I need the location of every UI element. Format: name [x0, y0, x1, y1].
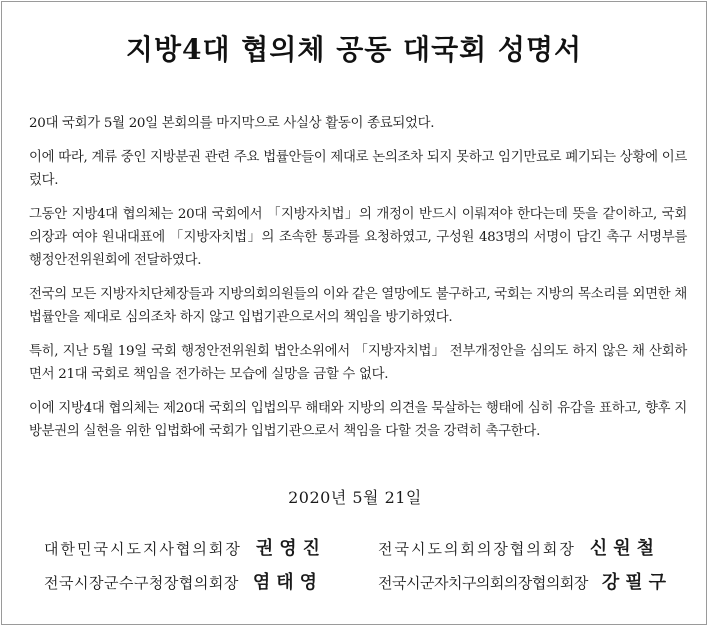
- document-title: 지방4대 협의체 공동 대국회 성명서: [125, 33, 583, 66]
- signature-org: 전국시군자치구의회의장협의회장: [378, 574, 588, 592]
- signature-mayors: [44, 568, 323, 594]
- paragraph-3: 그동안 지방4대 협의체는 20대 국회에서 「지방자치법」의 개정이 반드시 이뤄져야 한다는데 뜻을 같이하고, 국회의장과 여야 원내대표에 「지방자치법」의 조속한 통과를 요청하였고, 구성원 483명의 서명이 담긴 촉구 서명부를 행정안전위원회에 전달하였다.: [29, 207, 687, 268]
- signature-name: 염태영: [252, 572, 324, 593]
- signature-org: 전국시장군수구청장협의회장: [44, 574, 239, 592]
- paragraph-5: 특히, 지난 5월 19일 국회 행정안전위원회 법안소위에서 「지방자치법」 전부개정안을 심의도 하지 않은 채 산회하면서 21대 국회로 책임을 전가하는 모습에 실망을 금할 수 없다.: [29, 344, 687, 382]
- signature-governors: [44, 534, 326, 560]
- signature-municipal-councils: [378, 568, 672, 594]
- signature-org: 대한민국시도지사협의회장: [44, 540, 242, 558]
- statement-body: [29, 112, 687, 454]
- signature-name: 권영진: [255, 538, 327, 559]
- signature-org: 전국시도의회의장협의회장: [378, 540, 576, 558]
- signature-provincial-councils: [378, 534, 660, 560]
- paragraph-2: 이에 따라, 계류 중인 지방분권 관련 주요 법률안들이 제대로 논의조차 되지 못하고 임기만료로 폐기되는 상황에 이르렀다.: [29, 150, 687, 188]
- paragraph-6: 이에 지방4대 협의체는 제20대 국회의 입법의무 해태와 지방의 의견을 묵살하는 행태에 심히 유감을 표하고, 향후 지방분권의 실현을 위한 입법화에 국회가 입법기관으로서 책임을 다할 것을 강력히 촉구한다.: [29, 401, 687, 439]
- paragraph-1: 20대 국회가 5월 20일 본회의를 마지막으로 사실상 활동이 종료되었다.: [29, 116, 435, 131]
- statement-date: 2020년 5월 21일: [288, 488, 422, 507]
- signature-name: 신원철: [589, 538, 661, 559]
- paragraph-4: 전국의 모든 지방자치단체장들과 지방의회의원들의 이와 같은 열망에도 불구하고, 국회는 지방의 목소리를 외면한 채 법률안을 제대로 심의조차 하지 않고 입법기관으로서의 책임을 방기하였다.: [29, 287, 687, 325]
- signature-name: 강필구: [601, 572, 673, 593]
